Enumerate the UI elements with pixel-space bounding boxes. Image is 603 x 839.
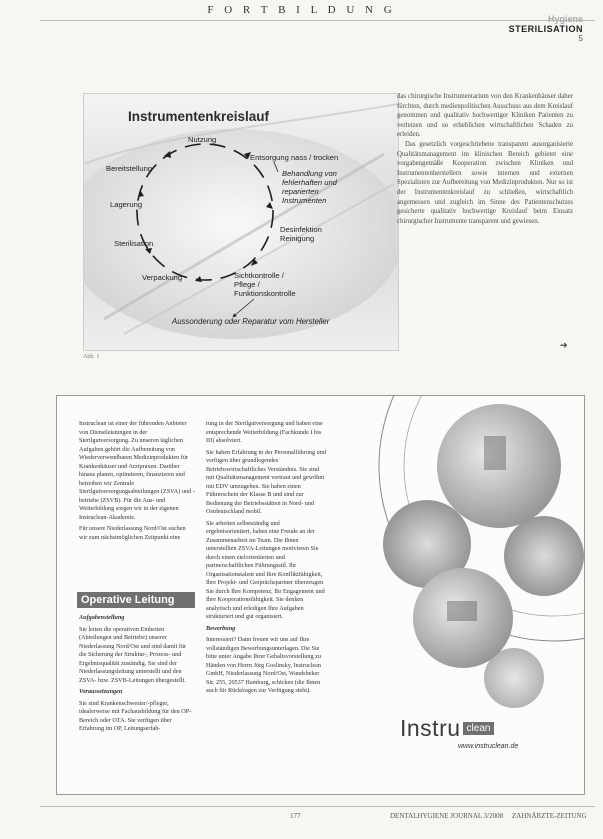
- ad-col2-p1: rung in der Sterilgutversorgung und haben eine entsprechende Weiterbildung (Fachkunde I bis III) absolviert.: [206, 420, 323, 444]
- requirements-heading: Voraussetzungen: [79, 688, 123, 695]
- station-behandlung-3: reparierten: [282, 187, 319, 196]
- logo-url[interactable]: www.instruclean.de: [458, 743, 519, 750]
- station-behandlung-2: fehlerhaften und: [282, 178, 337, 187]
- ad-column-1-lower: [79, 614, 195, 737]
- article-paragraph-1: das chirurgische Instrumentarium von den Krankenhäuser daher fürchten, durch medienpolitischen Ausschuss aus dem Kreislauf genommen und qualitativ hochwertiger Kliniken Patienten zu verletzen und so erheblichen wirtschaftlichen Schaden zu erleiden.: [397, 93, 573, 139]
- cycle-diagram: [84, 94, 398, 350]
- ad-col2-p3: Sie arbeiten selbstständig und ergebnisorientiert, haben eine Freude an der Zusammenarbeit im Team. Die Ihnen unterstellten ZSVA-Leitungen motivieren Sie durch einen zielorientierten und partnerschaftlichen Führungsstil. Ihr Organisationstalent und Ihre Konfliktfähigkeit, Ihre Projekt- und Gesprächspartner überzeugen Sie durch Ihre Kompetenz, Ihr Engagement und Ihre Kooperationsfähigkeit. Sie denken analytisch und erledigen Ihre Aufgaben strukturiert und gut organisiert.: [206, 519, 325, 620]
- page-kicker: F O R T B I L D U N G: [207, 4, 396, 16]
- station-sichtkontrolle-1: Sichtkontrolle /: [234, 271, 284, 280]
- page-number: 177: [290, 812, 301, 820]
- ad-col2-p2: Sie haben Erfahrung in der Personalführung und verfügen über grundlegendes Betriebswirtschaftliches Verständnis. Sie sind mit Qualitätsmanagement vertraut und gewöhnt mit EDV umzugehen. Sie haben einen Führerschein der Klasse B und sind zur Bedienung der Betriebsstätten in Nord- und Ostdeutschland mobil.: [206, 448, 326, 515]
- station-sichtkontrolle-2: Pflege /: [234, 280, 260, 289]
- tasks-heading: Aufgabenstellung: [79, 614, 125, 621]
- apply-heading: Bewerbung: [206, 624, 236, 632]
- footer-right: ZAHNÄRZTE-ZEITUNG: [512, 812, 587, 820]
- tasks-text: Sie leiten die operativen Einheiten (Abteilungen und Betriebe) unserer Niederlassung Nord/Ost und sind damit für die Sicherung der Struktur-, Prozess- und Ergebnisqualität zuständig. Sie sind der Niederlassungsleitung unterstellt und den ZSVA- bzw. ZSVB-Leitungen übergestellt.: [79, 625, 187, 684]
- station-behandlung-4: Instrumenten: [282, 196, 327, 205]
- ad-intro: Instruclean ist einer der führenden Anbieter von Dienstleistungen in der Sterilgutversorgung. Zu unseren täglichen Aufgaben gehört die Aufbereitung von Wiederverwendbaren Medizinprodukten für Krankenhäuser und Arztpraxen. Darüber hinaus planen, optimieren, finanzieren und betreiben wir Zentrale Sterilgutversorgungsabteilungen (ZSVA) und -betriebe (ZSVB). Für die Aus- und Weiterbildung sorgen wir in der eigenen Instruclean-Akademie.: [79, 420, 195, 521]
- station-sichtkontrolle-3: Funktionskontrolle: [234, 289, 296, 298]
- station-nutzung: Nutzung: [188, 135, 217, 144]
- badge-top: Hygiene: [547, 14, 583, 24]
- footer-rule: [40, 806, 595, 807]
- station-bereitstellung: Bereitstellung: [106, 164, 153, 173]
- article-column: [397, 92, 573, 226]
- apply-text: Interessiert? Dann freuen wir uns auf Ihre vollständigen Bewerbungsunterlagen. Die Sie bitte unter Angabe Ihrer Gehaltsvorstellung zu Händen von Herrn Jörg Goslinsky, Instruclean GmbH, Niederlassung Nord/Ost, Wandsbeker Str. 255, 20537 Hamburg, schicken (die Ihnen auch für Rückfragen zur Verfügung steht).: [206, 636, 321, 694]
- continue-arrow-icon: ➔: [560, 340, 568, 350]
- section-badge: [509, 14, 583, 43]
- figure-title: Instrumentenkreislauf: [128, 109, 270, 124]
- badge-main: STERILISATION: [508, 24, 583, 34]
- station-entsorgung: Entsorgung nass / trocken: [250, 153, 339, 162]
- station-reinigung: Reinigung: [280, 234, 315, 243]
- article-paragraph-2: Das gesetzlich vorgeschriebene transparent ausorganisierte Qualitätsmanagement im klinischen Bereich gebietet eine vorgabengemäße Kooperation zwischen Kliniken und Instrumentenherstellern sowie internen und externen Spezialisten zur Aufbereitung von Medizinprodukten. Nur so ist der Instrumentenkreislauf zu schließen, wirtschaftlich angemessen und zugleich im Sinne des Patientenschutzes gesicherte qualitativ hochwertige Kreislauf beim Einsatz chirurgischer Instrumente transparent und gewiesen.: [397, 140, 573, 225]
- photo-circle-5: [484, 648, 544, 708]
- photo-circle-4: [504, 516, 584, 596]
- instrument-cycle-figure: [83, 93, 399, 351]
- ad-column-1: [79, 420, 195, 545]
- instruclean-logo: [400, 715, 570, 750]
- ad-search: Für unsere Niederlassung Nord/Ost suchen wir zum nächstmöglichen Zeitpunkt eine: [79, 525, 186, 541]
- position-title-bar: Operative Leitung: [77, 592, 195, 608]
- station-desinfektion: Desinfektion: [280, 225, 322, 234]
- figure-caption: Abb. 1: [83, 354, 100, 360]
- requirements-text: Sie sind Krankenschwester/-pfleger, idealerweise mit Fachausbildung für den OP-Bereich oder OTA. Sie verfügen über Erfahrung im OP, Leitungserfah-: [79, 699, 192, 732]
- station-sterilisation: Sterilisation: [114, 239, 154, 248]
- ad-column-2: [206, 420, 326, 699]
- journal-name: DENTALHYGIENE JOURNAL 3/2008: [390, 812, 504, 820]
- station-verpackung: Verpackung: [142, 273, 183, 282]
- job-advertisement: [56, 395, 585, 795]
- logo-main: Instru: [400, 715, 461, 741]
- station-behandlung-1: Behandlung von: [282, 169, 337, 178]
- figure-bottom-note: Aussonderung oder Reparatur vom Hersteller: [172, 317, 330, 326]
- badge-num: 5: [578, 34, 583, 43]
- station-lagerung: Lagerung: [110, 200, 143, 209]
- logo-tag: clean: [463, 722, 495, 735]
